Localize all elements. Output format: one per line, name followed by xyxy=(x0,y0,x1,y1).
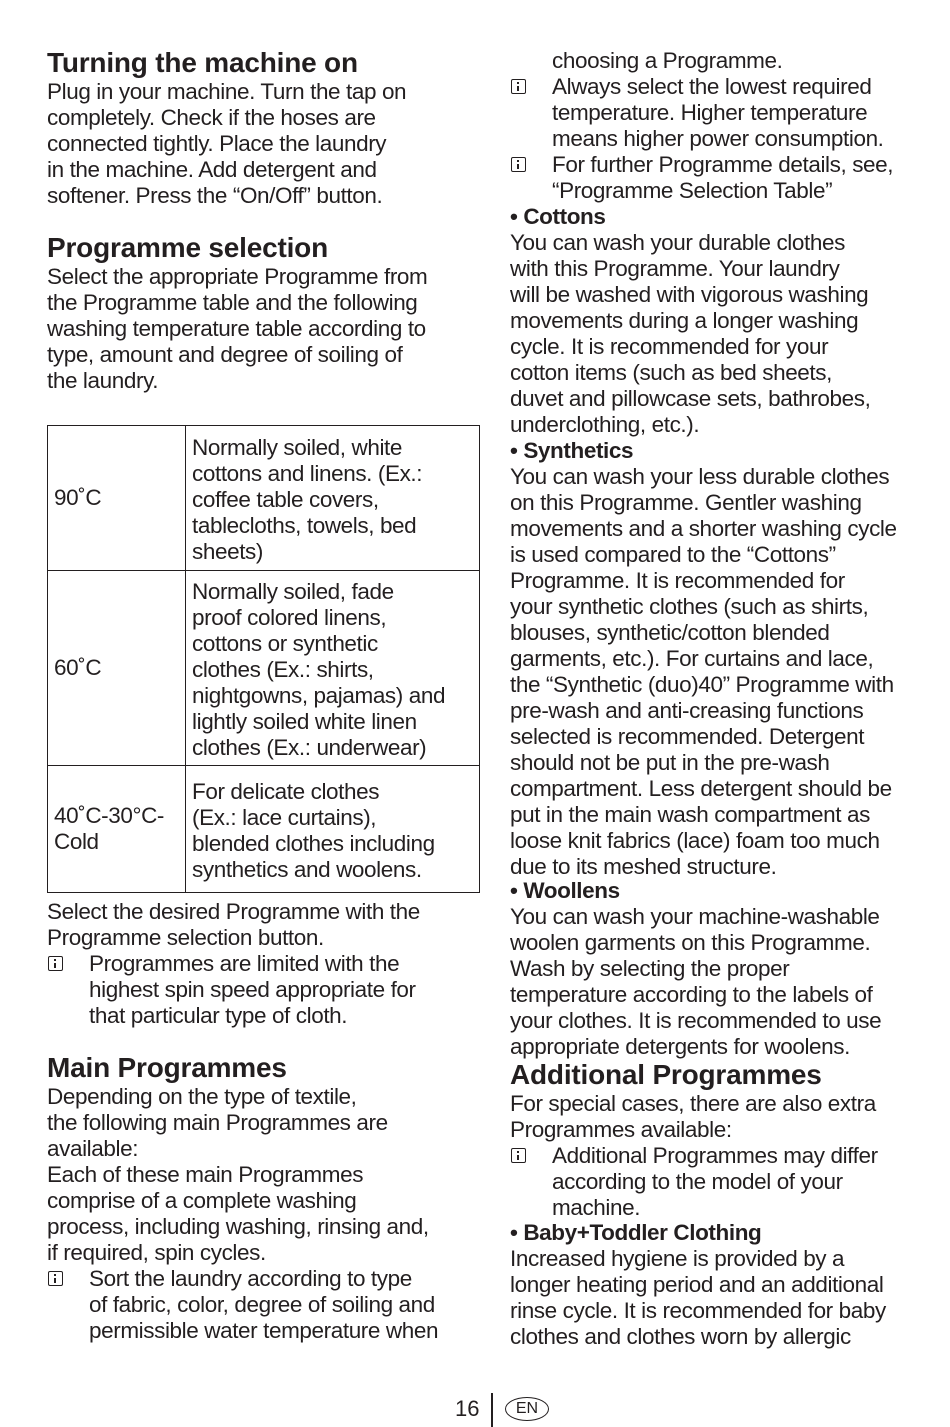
text-line: appropriate detergents for woolens. xyxy=(510,1034,850,1059)
text-line: blouses, synthetic/cotton blended xyxy=(510,620,830,645)
text-line: type, amount and degree of soiling of xyxy=(47,342,403,367)
heading-additional-programmes: Additional Programmes xyxy=(510,1059,822,1090)
text-line: Programmes available: xyxy=(510,1117,732,1142)
text-line: Each of these main Programmes xyxy=(47,1162,364,1187)
text-line: pre-wash and anti-creasing functions xyxy=(510,698,864,723)
text-line: Wash by selecting the proper xyxy=(510,956,790,981)
text-line: Select the desired Programme with the xyxy=(47,899,420,924)
heading-programme-selection: Programme selection xyxy=(47,232,328,263)
text-line: will be washed with vigorous washing xyxy=(510,282,869,307)
text-line: clothes and clothes worn by allergic xyxy=(510,1324,851,1349)
text-line: For special cases, there are also extra xyxy=(510,1091,876,1116)
note-line: Additional Programmes may differ xyxy=(552,1143,878,1168)
table-row xyxy=(48,766,480,893)
info-icon xyxy=(511,157,526,172)
text-line: cotton items (such as bed sheets, xyxy=(510,360,832,385)
subheading-woollens: • Woollens xyxy=(510,878,620,903)
note-line: Always select the lowest required xyxy=(552,74,872,99)
description-cell: For delicate clothes (Ex.: lace curtains), blended clothes including synthetics and woolens. xyxy=(186,766,480,893)
text-line: should not be put in the pre-wash xyxy=(510,750,830,775)
text-line: You can wash your less durable clothes xyxy=(510,464,890,489)
temperature-cell: 60˚C xyxy=(48,571,186,766)
info-icon xyxy=(48,1271,63,1286)
text-line: your synthetic clothes (such as shirts, xyxy=(510,594,869,619)
note-line: For further Programme details, see, xyxy=(552,152,894,177)
text-line: put in the main wash compartment as xyxy=(510,802,870,827)
note-line: temperature. Higher temperature xyxy=(552,100,868,125)
text-line: the laundry. xyxy=(47,368,159,393)
note-line: permissible water temperature when xyxy=(89,1318,439,1343)
info-icon xyxy=(48,956,63,971)
subheading-synthetics: • Synthetics xyxy=(510,438,634,463)
info-icon xyxy=(511,1148,526,1163)
text-line: compartment. Less detergent should be xyxy=(510,776,892,801)
note-line: “Programme Selection Table” xyxy=(552,178,833,203)
text-line: movements and a shorter washing cycle xyxy=(510,516,897,541)
text-line: washing temperature table according to xyxy=(47,316,426,341)
text-line: woolen garments on this Programme. xyxy=(510,930,871,955)
text-line: comprise of a complete washing xyxy=(47,1188,357,1213)
note-line: of fabric, color, degree of soiling and xyxy=(89,1292,435,1317)
text-line: connected tightly. Place the laundry xyxy=(47,131,387,156)
subheading-baby-toddler: • Baby+Toddler Clothing xyxy=(510,1220,762,1245)
page-number: 16 xyxy=(455,1396,480,1421)
text-line: on this Programme. Gentler washing xyxy=(510,490,862,515)
text-line: the “Synthetic (duo)40” Programme with xyxy=(510,672,894,697)
note-line: means higher power consumption. xyxy=(552,126,884,151)
text-line: temperature according to the labels of xyxy=(510,982,873,1007)
note-line: choosing a Programme. xyxy=(552,48,783,73)
text-line: duvet and pillowcase sets, bathrobes, xyxy=(510,386,871,411)
heading-main-programmes: Main Programmes xyxy=(47,1052,287,1083)
text-line: selected is recommended. Detergent xyxy=(510,724,865,749)
text-line: process, including washing, rinsing and, xyxy=(47,1214,429,1239)
note-line: Sort the laundry according to type xyxy=(89,1266,412,1291)
temperature-cell: 40˚C-30°C- Cold xyxy=(48,766,186,893)
note-line: highest spin speed appropriate for xyxy=(89,977,416,1002)
table-row xyxy=(48,426,480,571)
text-line: the following main Programmes are xyxy=(47,1110,388,1135)
text-line: the Programme table and the following xyxy=(47,290,418,315)
text-line: Depending on the type of textile, xyxy=(47,1084,357,1109)
note-line: according to the model of your xyxy=(552,1169,843,1194)
description-cell: Normally soiled, fade proof colored linens, cottons or synthetic clothes (Ex.: shirts, nightgowns, pajamas) and lightly soiled white linen clothes (Ex.: underwear) xyxy=(186,571,480,766)
text-line: completely. Check if the hoses are xyxy=(47,105,376,130)
temperature-cell: 90˚C xyxy=(48,426,186,571)
text-line: Programme. It is recommended for xyxy=(510,568,845,593)
text-line: rinse cycle. It is recommended for baby xyxy=(510,1298,886,1323)
text-line: if required, spin cycles. xyxy=(47,1240,266,1265)
text-line: You can wash your machine-washable xyxy=(510,904,880,929)
text-line: underclothing, etc.). xyxy=(510,412,700,437)
text-line: Plug in your machine. Turn the tap on xyxy=(47,79,407,104)
text-line: in the machine. Add detergent and xyxy=(47,157,377,182)
text-line: due to its meshed structure. xyxy=(510,854,777,879)
text-line: is used compared to the “Cottons” xyxy=(510,542,836,567)
text-line: movements during a longer washing xyxy=(510,308,859,333)
language-badge: EN xyxy=(505,1397,549,1421)
info-icon xyxy=(511,79,526,94)
temperature-table xyxy=(47,425,480,893)
text-line: your clothes. It is recommended to use xyxy=(510,1008,882,1033)
text-line: longer heating period and an additional xyxy=(510,1272,884,1297)
text-line: available: xyxy=(47,1136,139,1161)
text-line: with this Programme. Your laundry xyxy=(510,256,840,281)
text-line: cycle. It is recommended for your xyxy=(510,334,829,359)
footer-divider xyxy=(491,1393,493,1427)
note-line: that particular type of cloth. xyxy=(89,1003,348,1028)
text-line: softener. Press the “On/Off” button. xyxy=(47,183,383,208)
text-line: Increased hygiene is provided by a xyxy=(510,1246,845,1271)
text-line: garments, etc.). For curtains and lace, xyxy=(510,646,874,671)
subheading-cottons: • Cottons xyxy=(510,204,606,229)
note-line: Programmes are limited with the xyxy=(89,951,400,976)
text-line: Select the appropriate Programme from xyxy=(47,264,428,289)
note-line: machine. xyxy=(552,1195,641,1220)
text-line: You can wash your durable clothes xyxy=(510,230,845,255)
text-line: loose knit fabrics (lace) foam too much xyxy=(510,828,880,853)
heading-turning-machine-on: Turning the machine on xyxy=(47,47,358,78)
table-row xyxy=(48,571,480,766)
text-line: Programme selection button. xyxy=(47,925,324,950)
description-cell: Normally soiled, white cottons and linens. (Ex.: coffee table covers, tablecloths, towels, bed sheets) xyxy=(186,426,480,571)
